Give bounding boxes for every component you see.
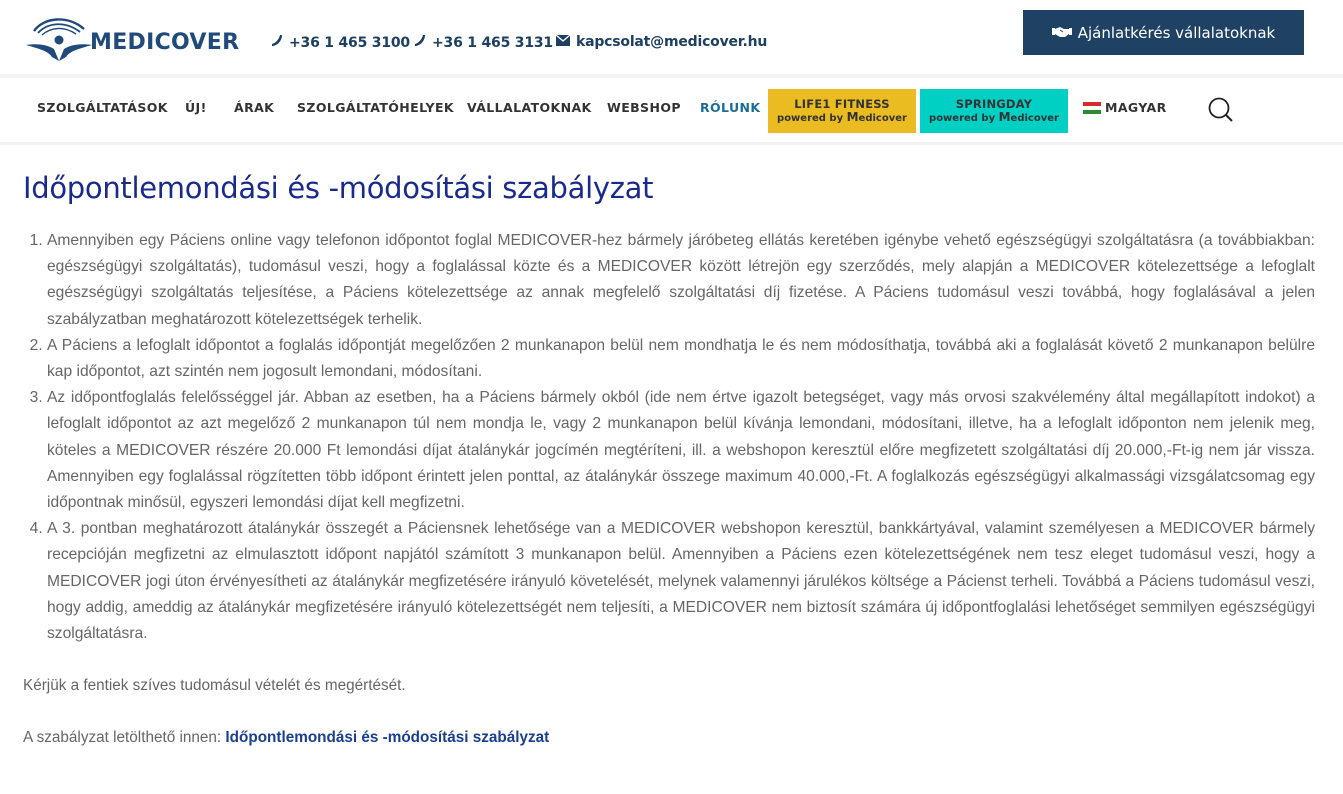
life1-powered-by: powered by Medicover [777, 109, 907, 124]
springday-button[interactable] [920, 89, 1068, 133]
nav-divider-bottom [0, 142, 1343, 145]
springday-title: SPRINGDAY [955, 96, 1033, 111]
language-label: MAGYAR [1105, 100, 1167, 115]
nav-item-locations[interactable]: SZOLGÁLTATÓHELYEK [297, 100, 454, 115]
envelope-icon [556, 34, 570, 50]
medicover-logo-icon [26, 15, 92, 61]
phone-link-1[interactable] [270, 34, 410, 51]
life1-title: LIFE1 FITNESS [794, 96, 890, 111]
nav-item-new[interactable]: ÚJ! [185, 100, 207, 115]
phone-link-2[interactable] [413, 34, 553, 51]
policy-rule-2: 2. A Páciens a lefoglalt időpontot a foglalás időpontját megelőzően 2 munkanapon belül nem mondhatja le és nem módosíthatja, továbbá aki a foglalását követő 2 munkanapon belülre kap időpontot, azt szintén nem jogosult lemondani, módosítani. [47, 333, 1315, 385]
phone-number-1: +36 1 465 3100 [289, 34, 410, 51]
handshake-icon [1052, 24, 1072, 42]
search-button[interactable] [1207, 96, 1235, 124]
policy-rules-list [23, 228, 1315, 647]
nav-item-services[interactable]: SZOLGÁLTATÁSOK [37, 100, 168, 115]
phone-icon [270, 34, 283, 51]
offer-request-button[interactable] [1023, 10, 1304, 55]
medicover-logo[interactable] [26, 14, 238, 62]
phone-icon [413, 34, 426, 51]
nav-item-about-us[interactable]: RÓLUNK [700, 100, 761, 115]
main-content [23, 168, 1315, 748]
top-bar [0, 0, 1343, 76]
policy-rule-4: 4. A 3. pontban meghatározott átalánykár összegét a Páciensnek lehetősége van a MEDICOVER webshopon keresztül, bankkártyával, valamint személyesen a MEDICOVER bármely recepcióján megfizetni az elmulasztott időpont napjától számított 3 munkanapon belül. Amennyiben a Páciens ezen kötelezettségének nem tesz eleget tudomásul veszi, hogy a MEDICOVER jogi úton érvényesítheti az átalánykár megfizetésére irányuló követelését, melynek valamennyi járulékos költsége a Pácienst terheli. Továbbá a Páciens tudomásul veszi, hogy addig, ameddig az átalánykár megfizetésére irányuló kötelezettségét nem teljesíti, a MEDICOVER nem biztosít számára új időpontfoglalási lehetőséget semmilyen egészségügyi szolgáltatásra. [47, 516, 1315, 647]
email-address: kapcsolat@medicover.hu [576, 34, 768, 50]
springday-powered-by: powered by Medicover [929, 109, 1059, 124]
policy-download-link[interactable]: Időpontlemondási és -módosítási szabályzat [225, 729, 550, 747]
search-icon [1207, 96, 1235, 124]
life1-fitness-button[interactable] [768, 89, 916, 133]
main-nav [0, 78, 1343, 142]
logo-text: MEDICOVER [90, 29, 240, 55]
page-title: Időpontlemondási és -módosítási szabályzat [23, 171, 654, 205]
download-prefix: A szabályzat letölthető innen: [23, 729, 226, 747]
nav-item-companies[interactable]: VÁLLALATOKNAK [467, 100, 592, 115]
policy-rule-1: 1. Amennyiben egy Páciens online vagy telefonon időpontot foglal MEDICOVER-hez bármely járóbeteg ellátás keretében igénybe vehető egészségügyi szolgáltatásra (a továbbiakban: egészségügyi szolgáltatás), tudomásul veszi, hogy a foglalással közte és a MEDICOVER között létrejön egy szerződés, mely alapján a MEDICOVER kötelezettsége a lefoglalt egészségügyi szolgáltatás teljesítése, a Páciens kötelezettsége az annak megfelelő szolgáltatási díj fizetése. A Páciens tudomásul veszi továbbá, hogy foglalásával a jelen szabályzatban meghatározott kötelezettségek terhelik. [47, 228, 1315, 333]
email-link[interactable] [556, 34, 767, 50]
phone-number-2: +36 1 465 3131 [432, 34, 553, 51]
offer-request-label: Ajánlatkérés vállalatoknak [1077, 23, 1276, 42]
nav-item-prices[interactable]: ÁRAK [234, 100, 275, 115]
language-selector[interactable] [1083, 100, 1167, 115]
download-line [23, 728, 1315, 748]
hungarian-flag-icon [1083, 102, 1101, 114]
policy-rule-3: 3. Az időpontfoglalás felelősséggel jár. Abban az esetben, ha a Páciens bármely okból (ide nem értve igazolt betegséget, vagy más orvosi szakvélemény által megállapított indokot) a lefoglalt időpontot az azt megelőző 2 munkanapon túl nem mondja le, vagy 2 munkanapon belül kívánja lemondani, módosítani, illetve, ha a lefoglalt időponton nem jelenik meg, köteles a MEDICOVER részére 20.000 Ft lemondási díjat átalánykár jogcímén megtéríteni, ill. a webshopon keresztül előre megfizetett szolgáltatási díj 20.000,-Ft-ig nem jár vissza. Amennyiben egy foglalással rögzítetten több időpont érintett jelen ponttal, az átalánykár összege maximum 40.000,-Ft. A foglalkozás egészségügyi alkalmassági vizsgálatcsomag egy időpontnak minősül, egyszeri lemondási díjat kell megfizetni. [47, 385, 1315, 516]
nav-item-webshop[interactable]: WEBSHOP [607, 100, 681, 115]
acknowledgement-note: Kérjük a fentiek szíves tudomásul vételét és megértését. [23, 677, 406, 695]
